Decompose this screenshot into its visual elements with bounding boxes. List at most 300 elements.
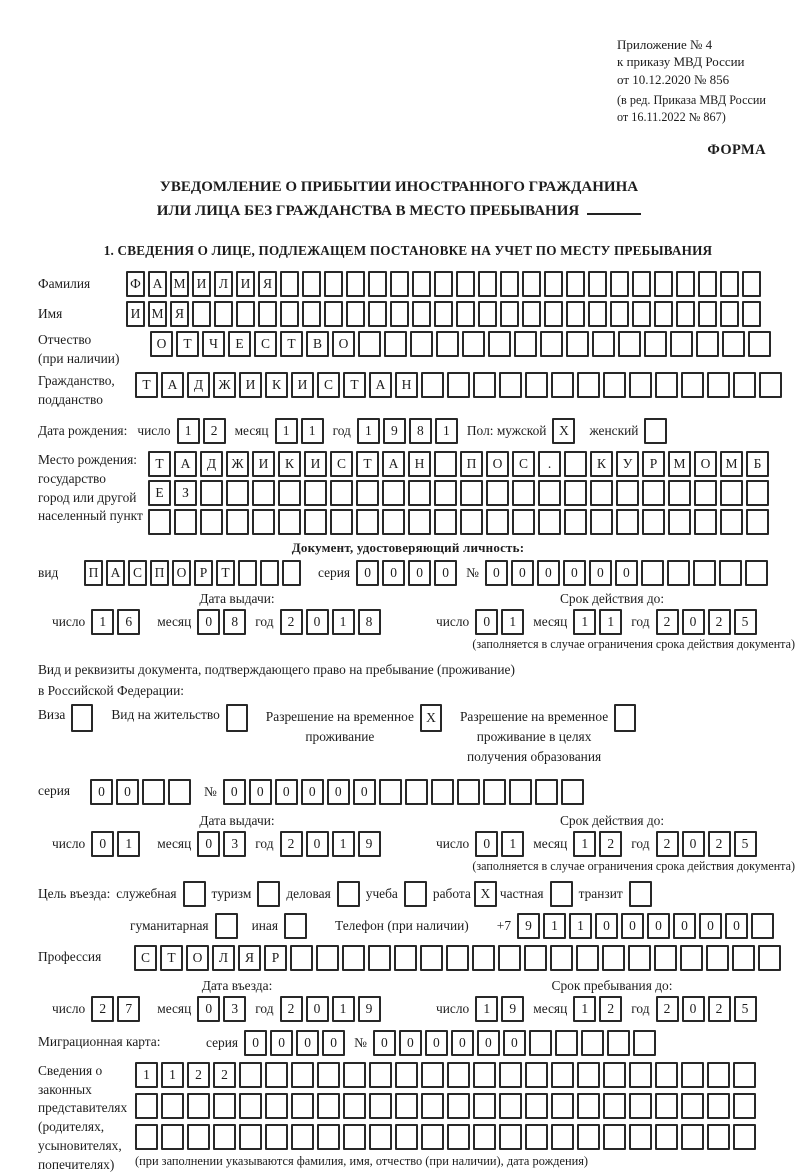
- char-box[interactable]: [447, 1124, 470, 1150]
- char-box[interactable]: [369, 1124, 392, 1150]
- char-box[interactable]: [280, 271, 299, 297]
- purpose-work-checkbox[interactable]: X: [474, 881, 497, 907]
- char-box[interactable]: Т: [135, 372, 158, 398]
- char-box[interactable]: 3: [223, 831, 246, 857]
- char-box[interactable]: [668, 509, 691, 535]
- char-box[interactable]: [667, 560, 690, 586]
- char-box[interactable]: [394, 945, 417, 971]
- char-box[interactable]: 0: [408, 560, 431, 586]
- purpose-business-checkbox[interactable]: [183, 881, 206, 907]
- char-box[interactable]: [751, 913, 774, 939]
- char-box[interactable]: [693, 560, 716, 586]
- char-box[interactable]: 0: [451, 1030, 474, 1056]
- char-box[interactable]: 0: [589, 560, 612, 586]
- char-box[interactable]: [290, 945, 313, 971]
- char-box[interactable]: [529, 1030, 552, 1056]
- char-box[interactable]: 2: [91, 996, 114, 1022]
- char-box[interactable]: [745, 560, 768, 586]
- char-box[interactable]: [456, 271, 475, 297]
- char-box[interactable]: К: [265, 372, 288, 398]
- char-box[interactable]: [148, 509, 171, 535]
- char-box[interactable]: 0: [301, 779, 324, 805]
- char-box[interactable]: [356, 480, 379, 506]
- char-box[interactable]: [698, 271, 717, 297]
- char-box[interactable]: Ф: [126, 271, 145, 297]
- char-box[interactable]: [226, 480, 249, 506]
- char-box[interactable]: [483, 779, 506, 805]
- char-box[interactable]: [522, 271, 541, 297]
- char-box[interactable]: С: [330, 451, 353, 477]
- char-box[interactable]: [629, 1093, 652, 1119]
- char-box[interactable]: [733, 1093, 756, 1119]
- char-box[interactable]: 2: [203, 418, 226, 444]
- char-box[interactable]: [577, 1124, 600, 1150]
- char-box[interactable]: [258, 301, 277, 327]
- char-box[interactable]: [421, 1093, 444, 1119]
- char-box[interactable]: О: [486, 451, 509, 477]
- char-box[interactable]: [632, 301, 651, 327]
- char-box[interactable]: Л: [212, 945, 235, 971]
- char-box[interactable]: [628, 945, 651, 971]
- char-box[interactable]: [291, 1062, 314, 1088]
- char-box[interactable]: П: [150, 560, 169, 586]
- char-box[interactable]: 2: [656, 831, 679, 857]
- char-box[interactable]: 2: [280, 831, 303, 857]
- char-box[interactable]: [473, 1124, 496, 1150]
- char-box[interactable]: 0: [475, 609, 498, 635]
- char-box[interactable]: 0: [373, 1030, 396, 1056]
- char-box[interactable]: [239, 1124, 262, 1150]
- char-box[interactable]: 1: [357, 418, 380, 444]
- char-box[interactable]: [460, 480, 483, 506]
- char-box[interactable]: [278, 509, 301, 535]
- char-box[interactable]: [719, 560, 742, 586]
- char-box[interactable]: 0: [197, 831, 220, 857]
- char-box[interactable]: [681, 1093, 704, 1119]
- temp-residence-checkbox[interactable]: X: [420, 704, 442, 732]
- char-box[interactable]: [239, 1093, 262, 1119]
- char-box[interactable]: [680, 945, 703, 971]
- char-box[interactable]: 5: [734, 609, 757, 635]
- purpose-commercial-checkbox[interactable]: [337, 881, 360, 907]
- char-box[interactable]: К: [590, 451, 613, 477]
- char-box[interactable]: 0: [306, 996, 329, 1022]
- char-box[interactable]: 0: [275, 779, 298, 805]
- char-box[interactable]: [500, 271, 519, 297]
- char-box[interactable]: [525, 372, 548, 398]
- purpose-tourism-checkbox[interactable]: [257, 881, 280, 907]
- char-box[interactable]: [280, 301, 299, 327]
- char-box[interactable]: 1: [569, 913, 592, 939]
- char-box[interactable]: .: [538, 451, 561, 477]
- char-box[interactable]: [566, 301, 585, 327]
- char-box[interactable]: [265, 1093, 288, 1119]
- char-box[interactable]: [384, 331, 407, 357]
- char-box[interactable]: Л: [214, 271, 233, 297]
- char-box[interactable]: 1: [573, 996, 596, 1022]
- char-box[interactable]: [478, 301, 497, 327]
- char-box[interactable]: 0: [647, 913, 670, 939]
- char-box[interactable]: [369, 1093, 392, 1119]
- char-box[interactable]: И: [192, 271, 211, 297]
- char-box[interactable]: Я: [238, 945, 261, 971]
- char-box[interactable]: У: [616, 451, 639, 477]
- char-box[interactable]: [431, 779, 454, 805]
- char-box[interactable]: [629, 1062, 652, 1088]
- char-box[interactable]: Т: [160, 945, 183, 971]
- char-box[interactable]: [447, 1062, 470, 1088]
- char-box[interactable]: [629, 372, 652, 398]
- char-box[interactable]: [670, 331, 693, 357]
- char-box[interactable]: 9: [358, 831, 381, 857]
- char-box[interactable]: 1: [332, 996, 355, 1022]
- char-box[interactable]: [555, 1030, 578, 1056]
- char-box[interactable]: [302, 271, 321, 297]
- char-box[interactable]: [655, 1124, 678, 1150]
- char-box[interactable]: 2: [213, 1062, 236, 1088]
- char-box[interactable]: [694, 480, 717, 506]
- char-box[interactable]: [343, 1093, 366, 1119]
- char-box[interactable]: [577, 1062, 600, 1088]
- char-box[interactable]: [616, 480, 639, 506]
- char-box[interactable]: [748, 331, 771, 357]
- visa-checkbox[interactable]: [71, 704, 93, 732]
- char-box[interactable]: [544, 271, 563, 297]
- char-box[interactable]: [732, 945, 755, 971]
- char-box[interactable]: 9: [358, 996, 381, 1022]
- char-box[interactable]: [434, 451, 457, 477]
- char-box[interactable]: [291, 1093, 314, 1119]
- char-box[interactable]: [342, 945, 365, 971]
- char-box[interactable]: [538, 480, 561, 506]
- char-box[interactable]: [473, 1062, 496, 1088]
- char-box[interactable]: [161, 1093, 184, 1119]
- char-box[interactable]: [317, 1093, 340, 1119]
- char-box[interactable]: [346, 301, 365, 327]
- residence-permit-checkbox[interactable]: [226, 704, 248, 732]
- char-box[interactable]: [265, 1124, 288, 1150]
- char-box[interactable]: [236, 301, 255, 327]
- char-box[interactable]: [447, 372, 470, 398]
- char-box[interactable]: [603, 1062, 626, 1088]
- char-box[interactable]: М: [720, 451, 743, 477]
- char-box[interactable]: [535, 779, 558, 805]
- char-box[interactable]: [252, 480, 275, 506]
- char-box[interactable]: [421, 1062, 444, 1088]
- char-box[interactable]: [412, 271, 431, 297]
- char-box[interactable]: 2: [599, 996, 622, 1022]
- char-box[interactable]: [676, 271, 695, 297]
- char-box[interactable]: Д: [200, 451, 223, 477]
- char-box[interactable]: [213, 1093, 236, 1119]
- gender-female-checkbox[interactable]: [644, 418, 667, 444]
- char-box[interactable]: 0: [306, 609, 329, 635]
- char-box[interactable]: [161, 1124, 184, 1150]
- char-box[interactable]: [654, 301, 673, 327]
- char-box[interactable]: [590, 509, 613, 535]
- char-box[interactable]: [187, 1093, 210, 1119]
- char-box[interactable]: О: [150, 331, 173, 357]
- char-box[interactable]: О: [694, 451, 717, 477]
- char-box[interactable]: [633, 1030, 656, 1056]
- char-box[interactable]: [698, 301, 717, 327]
- char-box[interactable]: 0: [477, 1030, 500, 1056]
- char-box[interactable]: [733, 1062, 756, 1088]
- char-box[interactable]: [486, 509, 509, 535]
- char-box[interactable]: [265, 1062, 288, 1088]
- char-box[interactable]: 0: [197, 609, 220, 635]
- char-box[interactable]: [436, 331, 459, 357]
- char-box[interactable]: Т: [216, 560, 235, 586]
- char-box[interactable]: [758, 945, 781, 971]
- char-box[interactable]: [395, 1124, 418, 1150]
- char-box[interactable]: Р: [194, 560, 213, 586]
- char-box[interactable]: [564, 509, 587, 535]
- char-box[interactable]: [610, 271, 629, 297]
- char-box[interactable]: 1: [177, 418, 200, 444]
- char-box[interactable]: Т: [343, 372, 366, 398]
- char-box[interactable]: [746, 480, 769, 506]
- char-box[interactable]: [616, 509, 639, 535]
- char-box[interactable]: 0: [353, 779, 376, 805]
- char-box[interactable]: [696, 331, 719, 357]
- char-box[interactable]: [473, 372, 496, 398]
- char-box[interactable]: [746, 509, 769, 535]
- char-box[interactable]: [214, 301, 233, 327]
- gender-male-checkbox[interactable]: X: [552, 418, 575, 444]
- char-box[interactable]: М: [170, 271, 189, 297]
- char-box[interactable]: 2: [708, 831, 731, 857]
- char-box[interactable]: [434, 271, 453, 297]
- char-box[interactable]: [522, 301, 541, 327]
- char-box[interactable]: 0: [322, 1030, 345, 1056]
- char-box[interactable]: [434, 480, 457, 506]
- char-box[interactable]: [581, 1030, 604, 1056]
- char-box[interactable]: 0: [682, 996, 705, 1022]
- char-box[interactable]: [412, 301, 431, 327]
- char-box[interactable]: 2: [656, 609, 679, 635]
- char-box[interactable]: [544, 301, 563, 327]
- char-box[interactable]: [447, 1093, 470, 1119]
- char-box[interactable]: 0: [249, 779, 272, 805]
- char-box[interactable]: [525, 1062, 548, 1088]
- char-box[interactable]: [420, 945, 443, 971]
- char-box[interactable]: [421, 372, 444, 398]
- char-box[interactable]: М: [668, 451, 691, 477]
- char-box[interactable]: 1: [573, 609, 596, 635]
- char-box[interactable]: Е: [228, 331, 251, 357]
- char-box[interactable]: [524, 945, 547, 971]
- char-box[interactable]: 1: [332, 609, 355, 635]
- char-box[interactable]: [512, 480, 535, 506]
- char-box[interactable]: [550, 945, 573, 971]
- char-box[interactable]: [421, 1124, 444, 1150]
- char-box[interactable]: [410, 331, 433, 357]
- char-box[interactable]: [488, 331, 511, 357]
- char-box[interactable]: А: [106, 560, 125, 586]
- char-box[interactable]: И: [239, 372, 262, 398]
- char-box[interactable]: [382, 509, 405, 535]
- char-box[interactable]: [720, 301, 739, 327]
- char-box[interactable]: 1: [599, 609, 622, 635]
- char-box[interactable]: Ж: [226, 451, 249, 477]
- char-box[interactable]: [460, 509, 483, 535]
- char-box[interactable]: [239, 1062, 262, 1088]
- char-box[interactable]: 0: [244, 1030, 267, 1056]
- char-box[interactable]: [642, 509, 665, 535]
- char-box[interactable]: [330, 480, 353, 506]
- char-box[interactable]: [324, 271, 343, 297]
- char-box[interactable]: 0: [485, 560, 508, 586]
- char-box[interactable]: 0: [682, 609, 705, 635]
- char-box[interactable]: 1: [501, 831, 524, 857]
- char-box[interactable]: [588, 271, 607, 297]
- char-box[interactable]: [676, 301, 695, 327]
- char-box[interactable]: [343, 1124, 366, 1150]
- char-box[interactable]: [722, 331, 745, 357]
- char-box[interactable]: [135, 1093, 158, 1119]
- char-box[interactable]: [540, 331, 563, 357]
- char-box[interactable]: [707, 1124, 730, 1150]
- char-box[interactable]: 0: [503, 1030, 526, 1056]
- char-box[interactable]: 0: [356, 560, 379, 586]
- char-box[interactable]: [499, 1093, 522, 1119]
- char-box[interactable]: [395, 1062, 418, 1088]
- char-box[interactable]: А: [382, 451, 405, 477]
- char-box[interactable]: 0: [699, 913, 722, 939]
- char-box[interactable]: [642, 480, 665, 506]
- char-box[interactable]: [694, 509, 717, 535]
- char-box[interactable]: [525, 1124, 548, 1150]
- char-box[interactable]: [457, 779, 480, 805]
- char-box[interactable]: 6: [117, 609, 140, 635]
- char-box[interactable]: [681, 1062, 704, 1088]
- char-box[interactable]: [603, 1124, 626, 1150]
- char-box[interactable]: [566, 331, 589, 357]
- char-box[interactable]: [498, 945, 521, 971]
- char-box[interactable]: 0: [673, 913, 696, 939]
- char-box[interactable]: [668, 480, 691, 506]
- char-box[interactable]: [486, 480, 509, 506]
- char-box[interactable]: Т: [148, 451, 171, 477]
- char-box[interactable]: [720, 509, 743, 535]
- char-box[interactable]: 0: [475, 831, 498, 857]
- char-box[interactable]: С: [134, 945, 157, 971]
- char-box[interactable]: [226, 509, 249, 535]
- char-box[interactable]: [368, 271, 387, 297]
- char-box[interactable]: Т: [280, 331, 303, 357]
- char-box[interactable]: 3: [223, 996, 246, 1022]
- char-box[interactable]: 0: [537, 560, 560, 586]
- char-box[interactable]: Н: [395, 372, 418, 398]
- char-box[interactable]: [551, 1093, 574, 1119]
- char-box[interactable]: А: [161, 372, 184, 398]
- char-box[interactable]: И: [252, 451, 275, 477]
- char-box[interactable]: [707, 1062, 730, 1088]
- char-box[interactable]: С: [254, 331, 277, 357]
- char-box[interactable]: [316, 945, 339, 971]
- char-box[interactable]: [187, 1124, 210, 1150]
- char-box[interactable]: [551, 1062, 574, 1088]
- char-box[interactable]: [603, 372, 626, 398]
- char-box[interactable]: 0: [682, 831, 705, 857]
- char-box[interactable]: [564, 480, 587, 506]
- char-box[interactable]: С: [317, 372, 340, 398]
- char-box[interactable]: 2: [187, 1062, 210, 1088]
- char-box[interactable]: [174, 509, 197, 535]
- char-box[interactable]: [390, 301, 409, 327]
- char-box[interactable]: [200, 509, 223, 535]
- char-box[interactable]: [252, 509, 275, 535]
- char-box[interactable]: [564, 451, 587, 477]
- char-box[interactable]: 9: [517, 913, 540, 939]
- char-box[interactable]: [551, 1124, 574, 1150]
- char-box[interactable]: [472, 945, 495, 971]
- char-box[interactable]: [588, 301, 607, 327]
- char-box[interactable]: О: [332, 331, 355, 357]
- char-box[interactable]: [379, 779, 402, 805]
- char-box[interactable]: [733, 372, 756, 398]
- char-box[interactable]: [720, 480, 743, 506]
- char-box[interactable]: 1: [275, 418, 298, 444]
- char-box[interactable]: [707, 372, 730, 398]
- char-box[interactable]: [238, 560, 257, 586]
- char-box[interactable]: [512, 509, 535, 535]
- char-box[interactable]: 1: [161, 1062, 184, 1088]
- char-box[interactable]: [742, 301, 761, 327]
- char-box[interactable]: [346, 271, 365, 297]
- char-box[interactable]: 0: [90, 779, 113, 805]
- char-box[interactable]: О: [172, 560, 191, 586]
- char-box[interactable]: [291, 1124, 314, 1150]
- char-box[interactable]: [317, 1062, 340, 1088]
- char-box[interactable]: [681, 372, 704, 398]
- char-box[interactable]: [603, 1093, 626, 1119]
- char-box[interactable]: А: [369, 372, 392, 398]
- char-box[interactable]: Б: [746, 451, 769, 477]
- char-box[interactable]: [304, 509, 327, 535]
- char-box[interactable]: [142, 779, 165, 805]
- char-box[interactable]: [509, 779, 532, 805]
- char-box[interactable]: [434, 301, 453, 327]
- char-box[interactable]: [330, 509, 353, 535]
- char-box[interactable]: 1: [301, 418, 324, 444]
- char-box[interactable]: 0: [615, 560, 638, 586]
- char-box[interactable]: 0: [91, 831, 114, 857]
- char-box[interactable]: К: [278, 451, 301, 477]
- char-box[interactable]: 1: [135, 1062, 158, 1088]
- char-box[interactable]: 1: [475, 996, 498, 1022]
- char-box[interactable]: [538, 509, 561, 535]
- char-box[interactable]: Ж: [213, 372, 236, 398]
- char-box[interactable]: [434, 509, 457, 535]
- char-box[interactable]: [500, 301, 519, 327]
- char-box[interactable]: Н: [408, 451, 431, 477]
- char-box[interactable]: [473, 1093, 496, 1119]
- char-box[interactable]: 1: [117, 831, 140, 857]
- char-box[interactable]: [733, 1124, 756, 1150]
- char-box[interactable]: [641, 560, 664, 586]
- char-box[interactable]: З: [174, 480, 197, 506]
- char-box[interactable]: [324, 301, 343, 327]
- char-box[interactable]: [644, 331, 667, 357]
- char-box[interactable]: 0: [725, 913, 748, 939]
- char-box[interactable]: [590, 480, 613, 506]
- purpose-study-checkbox[interactable]: [404, 881, 427, 907]
- char-box[interactable]: [260, 560, 279, 586]
- char-box[interactable]: [618, 331, 641, 357]
- char-box[interactable]: [302, 301, 321, 327]
